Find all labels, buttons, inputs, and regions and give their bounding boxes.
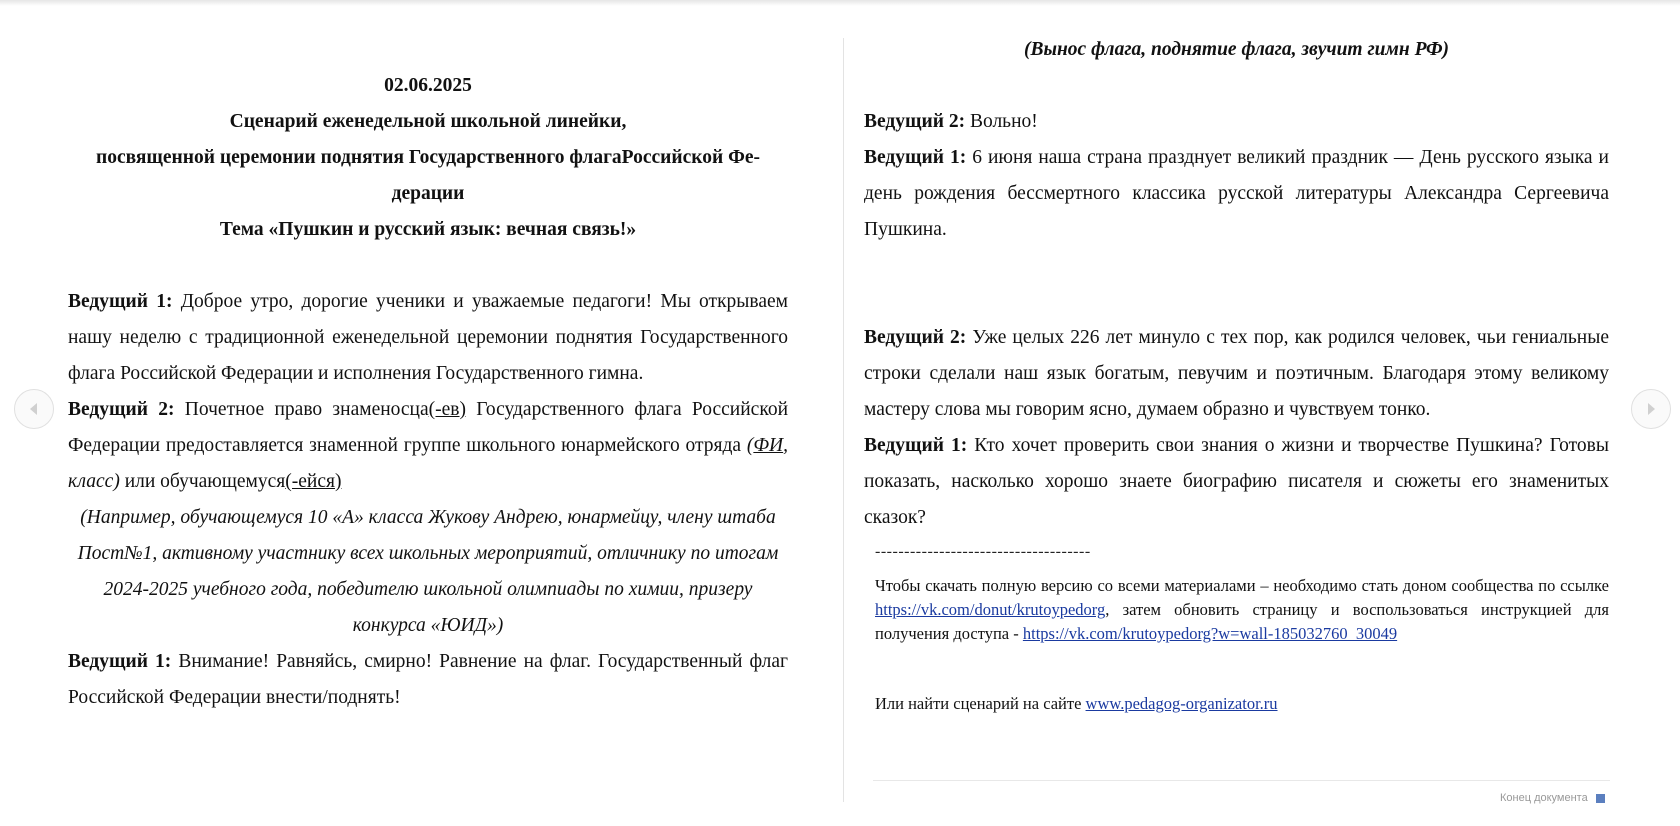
document-title-line-2: посвященной церемонии поднятия Государственного флагаРоссийской Фе- [95, 147, 761, 168]
underlined-suffix: (-ейся) [285, 471, 342, 492]
speaker-label: Ведущий 1: [864, 147, 967, 168]
example-note: (Например, обучающемуся 10 «А» класса Жукову Андрею, юнармейцу, члену штаба Пост№1, активному участнику всех школьных мероприятий, отличнику по итогам 2024-2025 учебного года, победителю школьной олимпиады по химии, призеру конкурса «ЮИД») [77, 507, 779, 636]
speech-text: Кто хочет проверить свои знания о жизни и творчестве Пушкина? Готовы показать, насколько хорошо знаете биографию писателя и сюжеты его знаменитых сказок? [864, 435, 1609, 528]
page-divider [843, 38, 844, 802]
document-theme: Тема «Пушкин и русский язык: вечная связь!» [219, 219, 637, 240]
left-page [68, 68, 788, 716]
speech-text: Государственного флага Российской Федерации предоставляется знаменной группе школьного юнармейского отряда [68, 399, 789, 456]
document-title-line-1: Сценарий еженедельной школьной линейки, [229, 111, 627, 132]
footer-rule [873, 780, 1610, 781]
speaker-label: Ведущий 1: [864, 435, 968, 456]
note-text: Чтобы скачать полную версию со всеми материалами – необходимо стать доном сообщества по ссылке [875, 576, 1609, 595]
right-page [864, 32, 1609, 716]
document-date: 02.06.2025 [384, 75, 472, 96]
paragraph-host1-attention [68, 644, 788, 716]
prev-page-button[interactable] [14, 389, 54, 429]
speech-text: Почетное право знаменосца [174, 399, 429, 420]
speaker-label: Ведущий 2: [68, 399, 175, 420]
paragraph-host2-flagbearers [68, 392, 788, 500]
speech-text: Доброе утро, дорогие ученики и уважаемые педагоги! Мы открываем нашу неделю с традиционной еженедельной церемонии поднятия Государственного флага Российской Федерации и исполнения Государственного гимна. [68, 291, 788, 384]
speech-text: 6 июня наша страна празднует великий праздник — День русского языка и день рождения бессмертного классика русской литературы Александра Сергеевича Пушкина. [864, 147, 1609, 240]
stage-direction: (Вынос флага, поднятие флага, звучит гимн РФ) [1023, 39, 1450, 60]
speech-text: Вольно! [965, 111, 1038, 132]
chevron-left-icon [26, 401, 42, 417]
end-of-document [1500, 792, 1605, 804]
fi-class: , класс) [68, 435, 788, 492]
note-text: , затем обновить страницу и воспользоваться инструкцией для получения доступа - [875, 600, 1609, 643]
end-of-document-label: Конец документа [1500, 792, 1588, 804]
wall-link[interactable]: https://vk.com/krutoypedorg?w=wall-185032760_30049 [1022, 624, 1398, 643]
paragraph-host1-greeting [68, 284, 788, 392]
paragraph-host2-atease [864, 104, 1609, 140]
donut-link[interactable]: https://vk.com/donut/krutoypedorg [875, 600, 1106, 619]
speech-text: или обучающемуся [119, 471, 286, 492]
fi-open: ( [746, 435, 754, 456]
speaker-label: Ведущий 1: [68, 291, 173, 312]
speech-text: Внимание! Равняйсь, смирно! Равнение на флаг. Государственный флаг Российской Федерации внести/поднять! [68, 651, 788, 708]
paragraph-host1-quiz [864, 428, 1609, 536]
separator-dashes: ------------------------------------- [875, 543, 1091, 560]
paragraph-host1-holiday [864, 140, 1609, 248]
download-instructions [875, 574, 1609, 646]
end-marker-icon [1596, 794, 1605, 803]
speaker-label: Ведущий 2: [864, 111, 966, 132]
note-text: Или найти сценарий на сайте [875, 694, 1086, 713]
fi-placeholder: ФИ [753, 435, 784, 456]
next-page-button[interactable] [1631, 389, 1671, 429]
chevron-right-icon [1643, 401, 1659, 417]
site-line [875, 692, 1609, 716]
top-shadow [0, 0, 1680, 6]
download-note-block [864, 536, 1609, 716]
paragraph-host2-pushkin [864, 320, 1609, 428]
site-link[interactable]: www.pedagog-organizator.ru [1085, 694, 1278, 713]
speech-text: Уже целых 226 лет минуло с тех пор, как родился человек, чьи гениальные строки сделали наш язык богатым, певучим и поэтичным. Благодаря этому великому мастеру слова мы говорим ясно, думаем образно и чувствуем тонко. [864, 327, 1610, 420]
speaker-label: Ведущий 2: [864, 327, 967, 348]
underlined-suffix: (-ев) [428, 399, 466, 420]
speaker-label: Ведущий 1: [68, 651, 172, 672]
document-title-line-3: дерации [391, 183, 465, 204]
